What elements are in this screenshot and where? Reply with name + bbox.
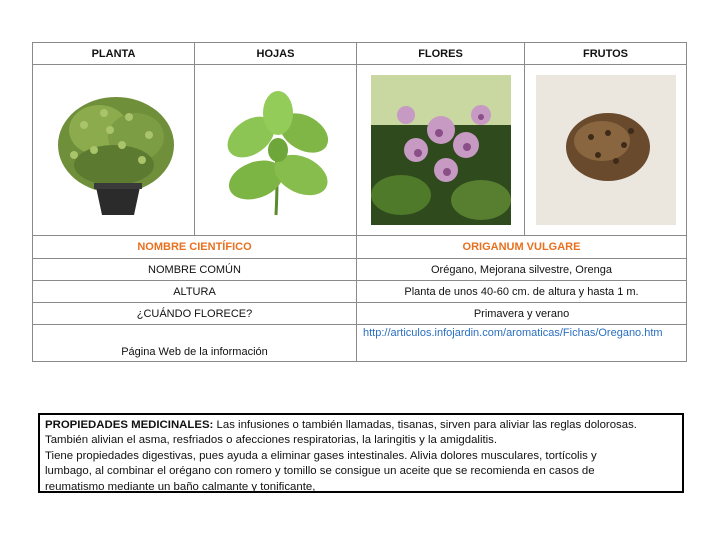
- properties-line: También alivian el asma, resfriados o afecciones respiratorias, la laringitis y la amigdalitis.: [45, 434, 498, 447]
- row-label-height: ALTURA: [33, 281, 357, 303]
- images-row: [33, 65, 687, 236]
- row-value-height: Planta de unos 40-60 cm. de altura y hasta 1 m.: [357, 281, 687, 303]
- header-planta: PLANTA: [33, 43, 195, 65]
- properties-text: Las infusiones o también llamadas, tisanas, sirven para aliviar las reglas dolorosas.: [216, 419, 637, 431]
- header-flores: FLORES: [357, 43, 525, 65]
- row-value-common-name: Orégano, Mejorana silvestre, Orenga: [357, 259, 687, 281]
- header-hojas: HOJAS: [195, 43, 357, 65]
- website-link[interactable]: http://articulos.infojardin.com/aromaticas/Fichas/Oregano.htm: [357, 325, 687, 362]
- oregano-leaves-image: [206, 75, 346, 225]
- plant-cell: [33, 65, 195, 236]
- row-label-scientific-name: NOMBRE CIENTÍFICO: [33, 236, 357, 259]
- oregano-seed-image: [536, 75, 676, 225]
- oregano-plant-image: [44, 75, 184, 225]
- properties-line: reumatismo mediante un baño calmante y tonificante,: [45, 480, 316, 493]
- fruits-cell: [525, 65, 687, 236]
- row-label-flowering: ¿CUÁNDO FLORECE?: [33, 303, 357, 325]
- properties-line: [45, 418, 677, 433]
- table-row: [33, 259, 687, 281]
- table-row: [33, 325, 687, 362]
- row-value-scientific-name: ORIGANUM VULGARE: [357, 236, 687, 259]
- leaves-cell: [195, 65, 357, 236]
- row-value-flowering: Primavera y verano: [357, 303, 687, 325]
- header-frutos: FRUTOS: [525, 43, 687, 65]
- header-row: [33, 43, 687, 65]
- flowers-cell: [357, 65, 525, 236]
- table-row: [33, 236, 687, 259]
- row-label-website: Página Web de la información: [33, 325, 357, 362]
- properties-title: PROPIEDADES MEDICINALES:: [45, 419, 214, 431]
- medicinal-properties-box: [38, 413, 684, 493]
- oregano-flowers-image: [371, 75, 511, 225]
- plant-info-table: [32, 42, 687, 362]
- properties-line: lumbago, al combinar el orégano con romero y tomillo se consigue un aceite que se recomienda en casos de: [45, 465, 595, 478]
- table-row: [33, 303, 687, 325]
- properties-line: Tiene propiedades digestivas, pues ayuda a eliminar gases intestinales. Alivia dolores musculares, tortícolis y: [45, 449, 597, 462]
- row-label-common-name: NOMBRE COMÚN: [33, 259, 357, 281]
- table-row: [33, 281, 687, 303]
